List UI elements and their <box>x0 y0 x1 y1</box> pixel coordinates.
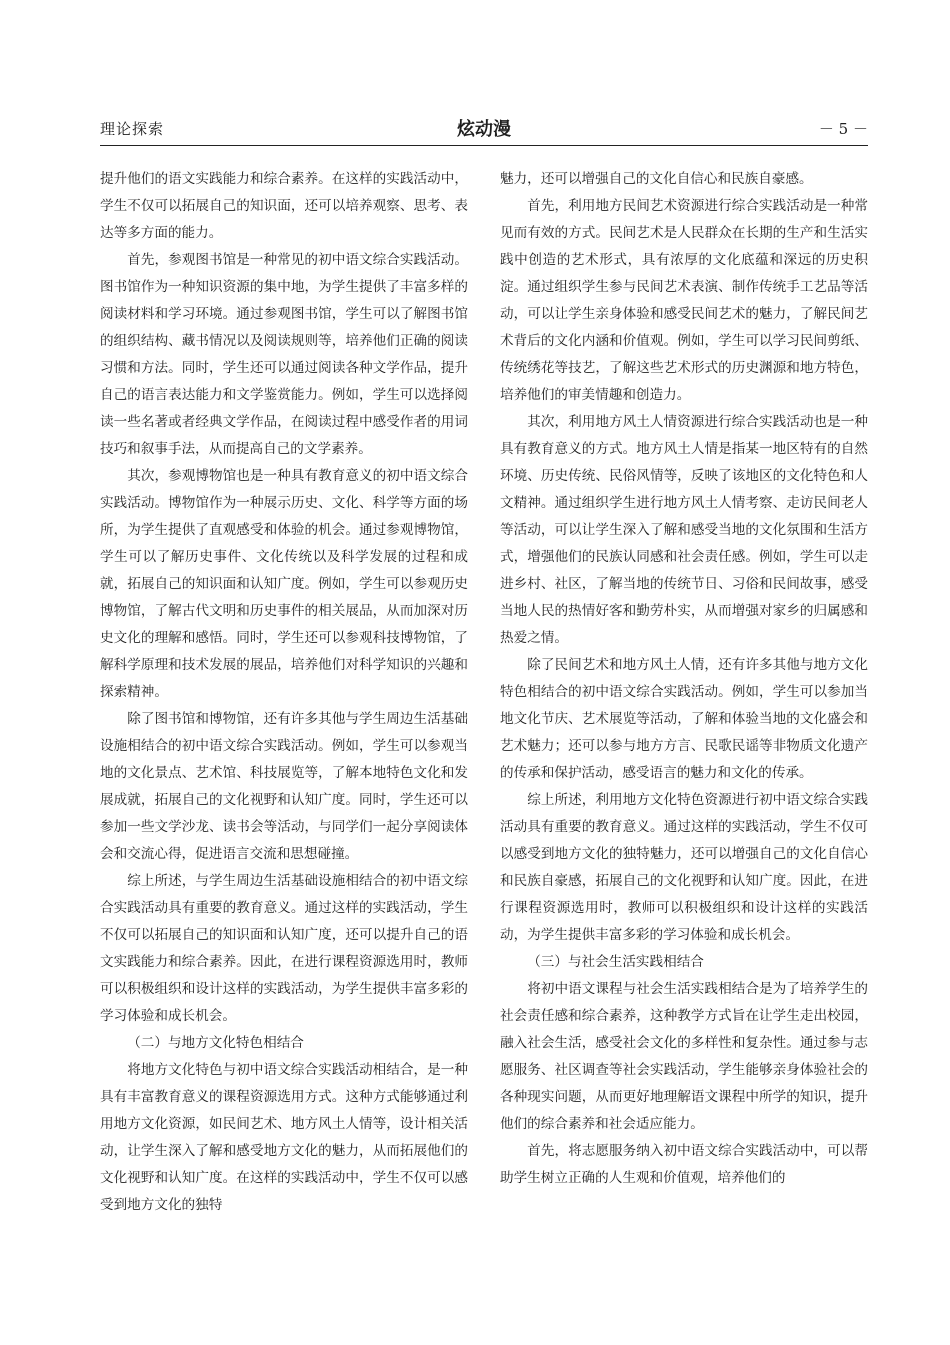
paragraph: 其次，利用地方风土人情资源进行综合实践活动也是一种具有教育意义的方式。地方风土人情是指某一地区特有的自然环境、历史传统、民俗风情等，反映了该地区的文化特色和人文精神。通过组织学生进行地方风土人情考察、走访民间老人等活动，可以让学生深入了解和感受当地的文化氛围和生活方式，增强他们的民族认同感和社会责任感。例如，学生可以走进乡村、社区，了解当地的传统节日、习俗和民间故事，感受当地人民的热情好客和勤劳朴实，从而增强对家乡的归属感和热爱之情。 <box>500 414 868 646</box>
paragraph: 其次，参观博物馆也是一种具有教育意义的初中语文综合实践活动。博物馆作为一种展示历史、文化、科学等方面的场所，为学生提供了直观感受和体验的机会。通过参观博物馆，学生可以了解历史事件、文化传统以及科学发展的过程和成就，拓展自己的知识面和认知广度。例如，学生可以参观历史博物馆，了解古代文明和历史事件的相关展品，从而加深对历史文化的理解和感悟。同时，学生还可以参观科技博物馆，了解科学原理和技术发展的展品，培养他们对科学知识的兴趣和探索精神。 <box>100 468 468 700</box>
section-heading: （三）与社会生活实践相结合 <box>527 954 704 970</box>
paragraph: 首先，将志愿服务纳入初中语文综合实践活动中，可以帮助学生树立正确的人生观和价值观，培养他们的 <box>500 1143 868 1186</box>
paragraph: 魅力，还可以增强自己的文化自信心和民族自豪感。 <box>500 171 813 187</box>
paragraph: 首先，利用地方民间艺术资源进行综合实践活动是一种常见而有效的方式。民间艺术是人民群众在长期的生产和生活实践中创造的艺术形式，具有浓厚的文化底蕴和深远的历史积淀。通过组织学生参与民间艺术表演、制作传统手工艺品等活动，可以让学生亲身体验和感受民间艺术的魅力，了解民间艺术背后的文化内涵和价值观。例如，学生可以学习民间剪纸、传统绣花等技艺，了解这些艺术形式的历史渊源和地方特色，培养他们的审美情趣和创造力。 <box>500 198 868 403</box>
paragraph: 将初中语文课程与社会生活实践相结合是为了培养学生的社会责任感和综合素养，这种教学方式旨在让学生走出校园，融入社会生活，感受社会文化的多样性和复杂性。通过参与志愿服务、社区调查等社会实践活动，学生能够亲身体验社会的各种现实问题，从而更好地理解语文课程中所学的知识，提升他们的综合素养和社会适应能力。 <box>500 981 868 1132</box>
paragraph: 除了图书馆和博物馆，还有许多其他与学生周边生活基础设施相结合的初中语文综合实践活动。例如，学生可以参观当地的文化景点、艺术馆、科技展览等，了解本地特色文化和发展成就，拓展自己的文化视野和认知广度。同时，学生还可以参加一些文学沙龙、读书会等活动，与同学们一起分享阅读体会和交流心得，促进语言交流和思想碰撞。 <box>100 711 468 862</box>
page-header <box>100 118 868 146</box>
right-column <box>500 166 868 1192</box>
paragraph: 提升他们的语文实践能力和综合素养。在这样的实践活动中，学生不仅可以拓展自己的知识面，还可以培养观察、思考、表达等多方面的能力。 <box>100 171 468 241</box>
section-label: 理论探索 <box>100 120 165 138</box>
header-rule <box>100 145 868 146</box>
paragraph: 综上所述，与学生周边生活基础设施相结合的初中语文综合实践活动具有重要的教育意义。通过这样的实践活动，学生不仅可以拓展自己的知识面和认知广度，还可以提升自己的语文实践能力和综合素养。因此，在进行课程资源选用时，教师可以积极组织和设计这样的实践活动，为学生提供丰富多彩的学习体验和成长机会。 <box>100 873 468 1024</box>
page-number: － 5 － <box>818 120 868 138</box>
section-heading: （二）与地方文化特色相结合 <box>127 1035 304 1051</box>
paragraph: 将地方文化特色与初中语文综合实践活动相结合，是一种具有丰富教育意义的课程资源选用方式。这种方式能够通过利用地方文化资源，如民间艺术、地方风土人情等，设计相关活动，让学生深入了解和感受地方文化的魅力，从而拓展他们的文化视野和认知广度。在这样的实践活动中，学生不仅可以感受到地方文化的独特 <box>100 1062 468 1213</box>
paragraph: 除了民间艺术和地方风土人情，还有许多其他与地方文化特色相结合的初中语文综合实践活动。例如，学生可以参加当地文化节庆、艺术展览等活动，了解和体验当地的文化盛会和艺术魅力；还可以参与地方方言、民歌民谣等非物质文化遗产的传承和保护活动，感受语言的魅力和文化的传承。 <box>500 657 868 781</box>
left-column <box>100 166 468 1219</box>
paragraph: 综上所述，利用地方文化特色资源进行初中语文综合实践活动具有重要的教育意义。通过这样的实践活动，学生不仅可以感受到地方文化的独特魅力，还可以增强自己的文化自信心和民族自豪感，拓展自己的文化视野和认知广度。因此，在进行课程资源选用时，教师可以积极组织和设计这样的实践活动，为学生提供丰富多彩的学习体验和成长机会。 <box>500 792 868 943</box>
journal-title: 炫动漫 <box>457 119 511 140</box>
paragraph: 首先，参观图书馆是一种常见的初中语文综合实践活动。图书馆作为一种知识资源的集中地，为学生提供了丰富多样的阅读材料和学习环境。通过参观图书馆，学生可以了解图书馆的组织结构、藏书情况以及阅读规则等，培养他们正确的阅读习惯和方法。同时，学生还可以通过阅读各种文学作品，提升自己的语言表达能力和文学鉴赏能力。例如，学生可以选择阅读一些名著或者经典文学作品，在阅读过程中感受作者的用词技巧和叙事手法，从而提高自己的文学素养。 <box>100 252 468 457</box>
